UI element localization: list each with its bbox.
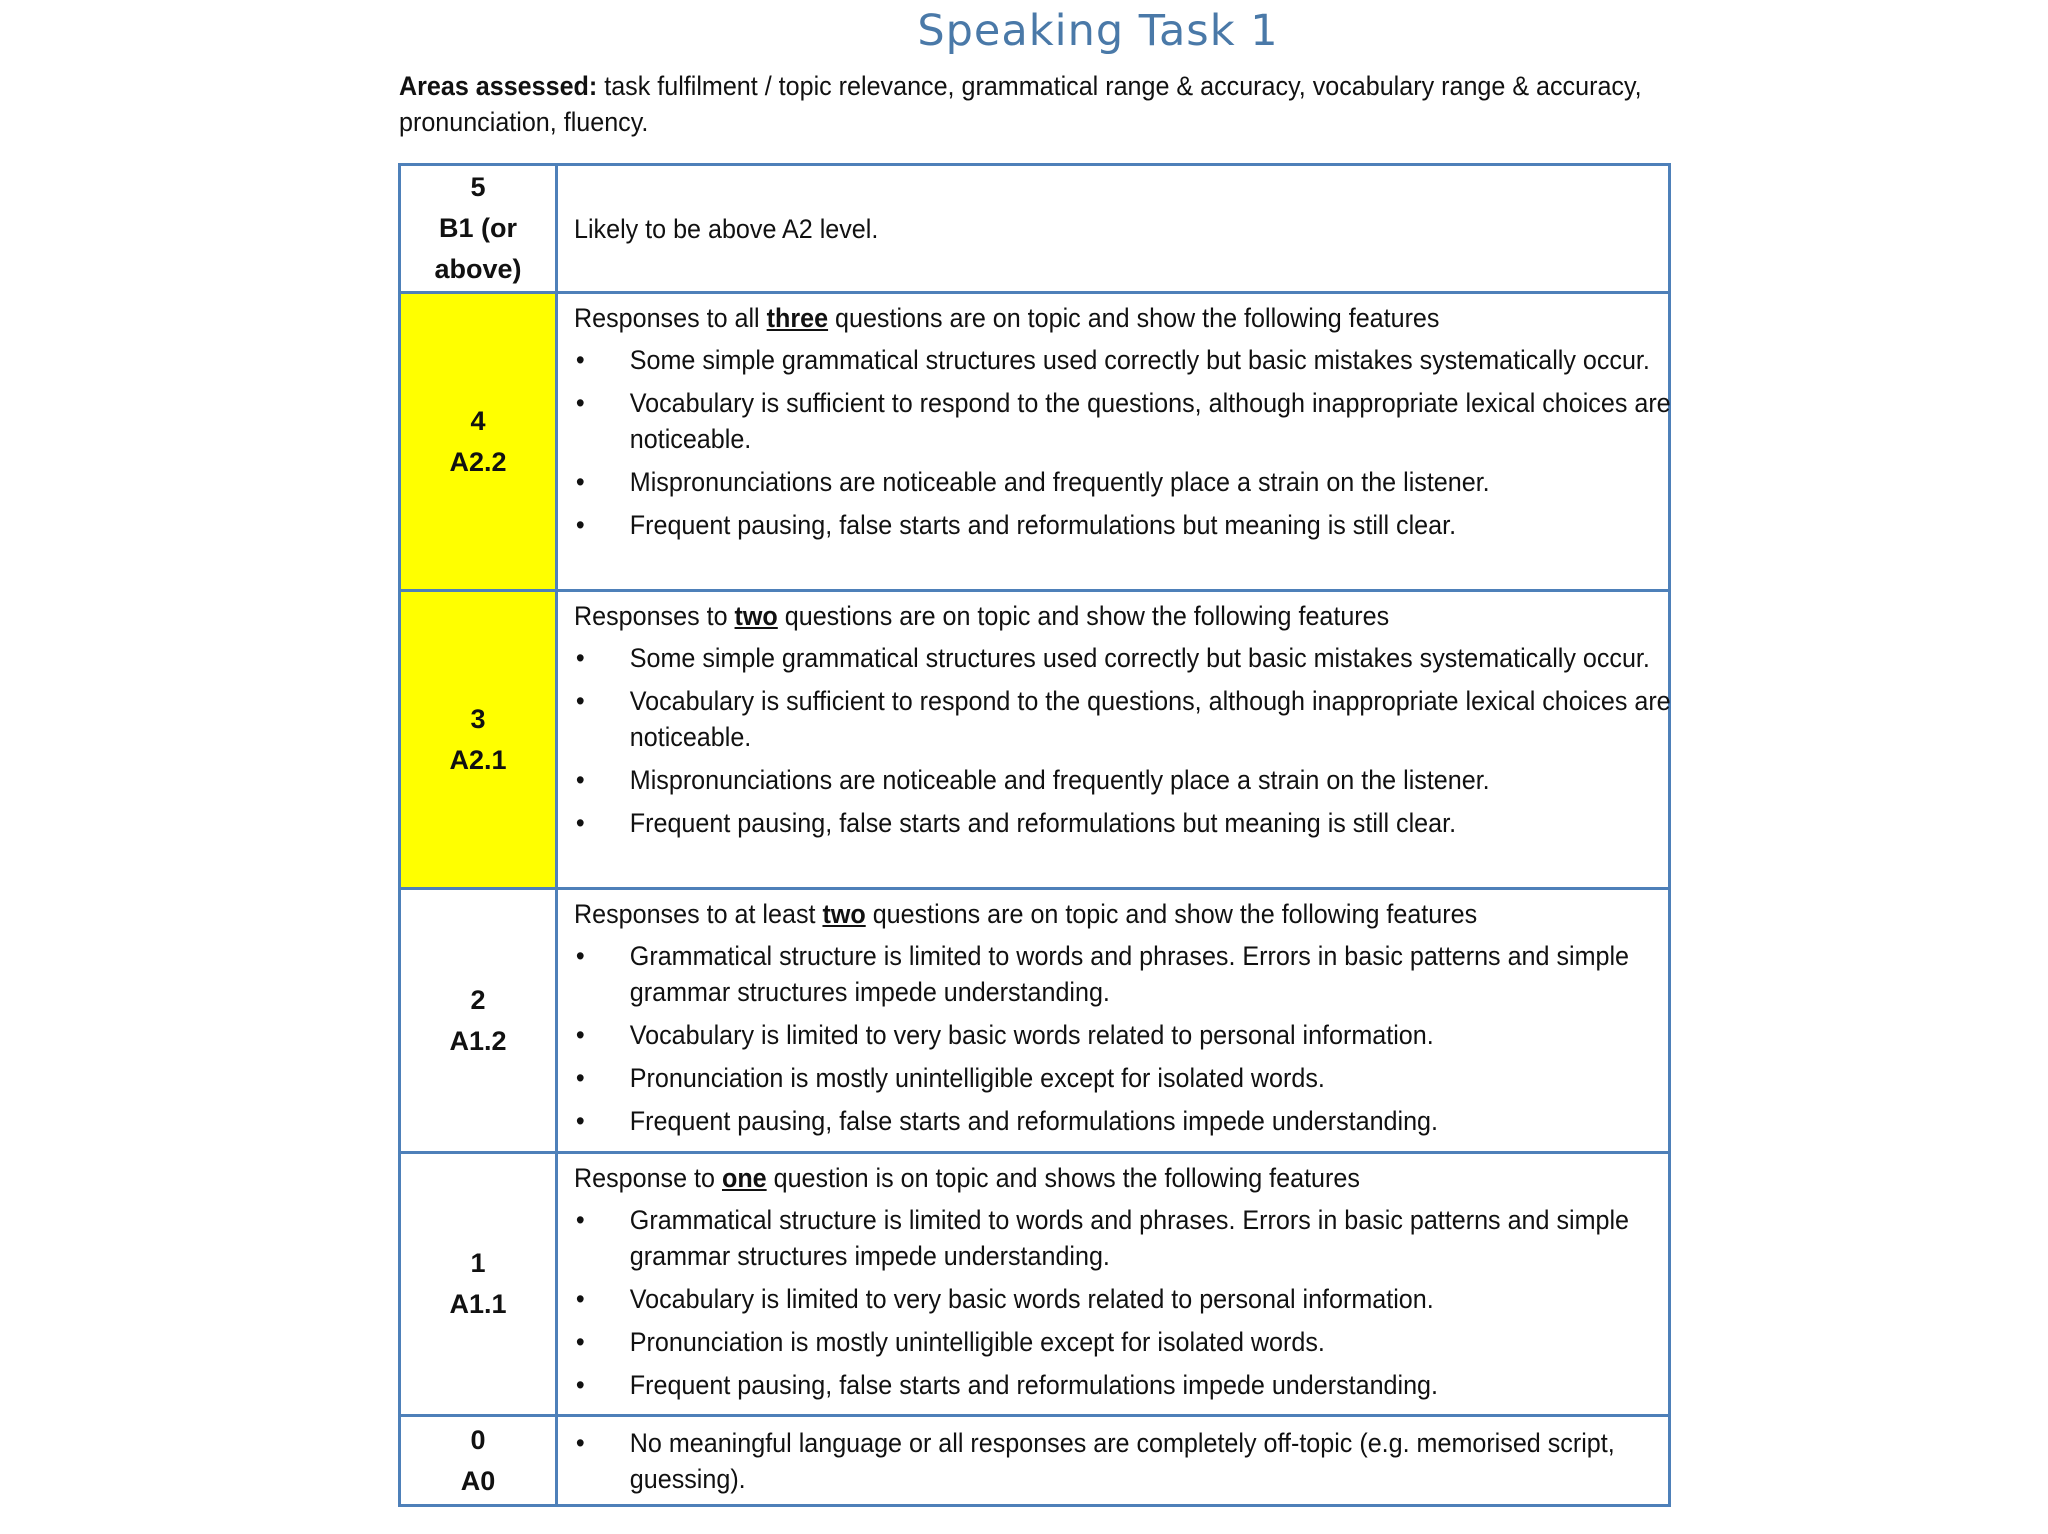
criterion-item: • Pronunciation is mostly unintelligible except for isolated words. — [574, 1324, 1681, 1360]
band-intro: Responses to at least two questions are on topic and show the following features — [574, 899, 1478, 929]
desc-cell-3 — [557, 591, 1670, 889]
criterion-item: • Frequent pausing, false starts and reformulations but meaning is still clear. — [574, 507, 1681, 543]
criterion-item: • Some simple grammatical structures used correctly but basic mistakes systematically occur. — [574, 342, 1681, 378]
criterion-item: • Vocabulary is sufficient to respond to the questions, although inappropriate lexical choices are noticeable. — [574, 385, 1681, 457]
criterion-item: • Some simple grammatical structures used correctly but basic mistakes systematically occur. — [574, 640, 1681, 676]
criterion-item: • Vocabulary is sufficient to respond to the questions, although inappropriate lexical choices are noticeable. — [574, 683, 1681, 755]
criterion-item: • Vocabulary is limited to very basic words related to personal information. — [574, 1017, 1681, 1053]
band-level: B1 (or — [438, 213, 517, 243]
band-intro: Response to one question is on topic and shows the following features — [574, 1163, 1360, 1193]
criterion-item: • Mispronunciations are noticeable and frequently place a strain on the listener. — [574, 464, 1681, 500]
band-cell-1 — [400, 1153, 557, 1416]
band-level: A1.1 — [449, 1289, 507, 1319]
band-cell-3 — [400, 591, 557, 889]
band-cell-4 — [400, 293, 557, 591]
criterion-item: • Frequent pausing, false starts and reformulations impede understanding. — [574, 1103, 1681, 1139]
criterion-item: • Frequent pausing, false starts and reformulations impede understanding. — [574, 1367, 1681, 1403]
band-score: 0 — [470, 1424, 486, 1455]
areas-assessed-text: task fulfilment / topic relevance, grammatical range & accuracy, vocabulary range & accuracy, — [604, 71, 1642, 101]
criterion-item: • Frequent pausing, false starts and reformulations but meaning is still clear. — [574, 805, 1681, 841]
band-cell-2 — [400, 889, 557, 1153]
criterion-item: • Mispronunciations are noticeable and frequently place a strain on the listener. — [574, 762, 1681, 798]
band-score: 3 — [470, 703, 486, 734]
band-level: A0 — [460, 1465, 496, 1496]
rubric-row-5 — [400, 165, 1670, 293]
desc-cell-2 — [557, 889, 1670, 1153]
band-level: A2.2 — [449, 446, 507, 477]
criterion-item: • Grammatical structure is limited to words and phrases. Errors in basic patterns and simple grammar structures impede understanding. — [574, 938, 1681, 1010]
key-count: two — [734, 601, 778, 631]
rubric-table — [398, 163, 1671, 1507]
rubric-row-4 — [400, 293, 1670, 591]
key-count: three — [766, 303, 829, 333]
areas-assessed-label: Areas assessed: — [399, 71, 598, 101]
desc-cell-0 — [557, 1416, 1670, 1506]
criterion-item: • Grammatical structure is limited to words and phrases. Errors in basic patterns and simple grammar structures impede understanding. — [574, 1202, 1681, 1274]
band-score: 5 — [470, 172, 486, 202]
criteria-list — [574, 342, 1681, 543]
band-level: A1.2 — [449, 1025, 507, 1056]
criterion-item: • No meaningful language or all responses are completely off-topic (e.g. memorised script, guessing). — [574, 1425, 1681, 1497]
band-intro: Responses to all three questions are on topic and show the following features — [574, 303, 1440, 333]
band-score: 4 — [470, 405, 486, 436]
band-cell-5 — [400, 165, 557, 293]
page-title: Speaking Task 1 — [917, 6, 1279, 56]
criterion-item: • Vocabulary is limited to very basic words related to personal information. — [574, 1281, 1681, 1317]
band-score: 1 — [470, 1248, 486, 1278]
areas-assessed — [399, 68, 1642, 140]
criterion-item: • Pronunciation is mostly unintelligible except for isolated words. — [574, 1060, 1681, 1096]
band-description: Likely to be above A2 level. — [574, 213, 879, 244]
desc-cell-4 — [557, 293, 1670, 591]
desc-cell-5 — [557, 165, 1670, 293]
criteria-list — [574, 1425, 1681, 1497]
band-level: A2.1 — [449, 744, 507, 775]
desc-cell-1 — [557, 1153, 1670, 1416]
band-level-cont: above) — [434, 254, 522, 284]
band-score: 2 — [470, 984, 486, 1015]
band-cell-0 — [400, 1416, 557, 1506]
rubric-row-0 — [400, 1416, 1670, 1506]
key-count: two — [822, 899, 866, 929]
criteria-list — [574, 640, 1681, 841]
rubric-row-3 — [400, 591, 1670, 889]
criteria-list — [574, 1202, 1681, 1403]
key-count: one — [721, 1163, 767, 1193]
areas-assessed-text-2: pronunciation, fluency. — [399, 107, 649, 137]
rubric-row-1 — [400, 1153, 1670, 1416]
rubric-row-2 — [400, 889, 1670, 1153]
band-intro: Responses to two questions are on topic and show the following features — [574, 601, 1390, 631]
criteria-list — [574, 938, 1681, 1139]
